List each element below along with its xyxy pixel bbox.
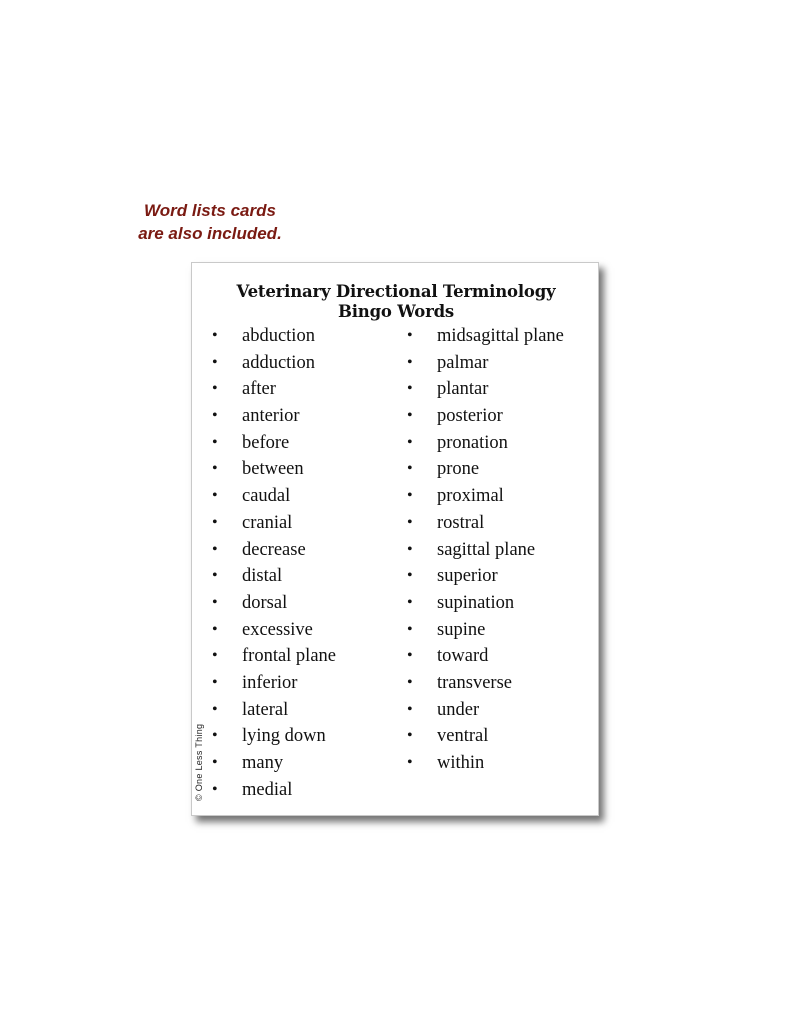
- bullet-icon: •: [212, 327, 218, 344]
- word-text: many: [242, 753, 284, 773]
- bullet-icon: •: [212, 727, 218, 745]
- bullet-icon: •: [407, 540, 413, 558]
- word-list-item: [212, 350, 336, 377]
- word-list-item: [212, 670, 336, 697]
- word-text: supine: [437, 619, 486, 640]
- bullet-icon: •: [407, 673, 413, 691]
- word-list-item: [212, 510, 336, 537]
- word-text: rostral: [437, 512, 485, 533]
- word-text: medial: [242, 779, 293, 800]
- bullet-icon: •: [407, 353, 413, 371]
- bullet-icon: •: [212, 513, 218, 531]
- word-list-item: [407, 723, 564, 750]
- bullet-icon: •: [407, 407, 413, 425]
- word-text: proximal: [437, 486, 504, 507]
- word-text: lying down: [242, 726, 326, 747]
- bullet-icon: •: [407, 700, 413, 718]
- word-list-item: [212, 643, 336, 670]
- bullet-icon: •: [212, 593, 218, 611]
- word-text: anterior: [242, 406, 300, 427]
- bullet-icon: •: [407, 567, 413, 585]
- bullet-icon: •: [407, 327, 413, 344]
- word-list-item: [407, 403, 564, 430]
- word-text: toward: [437, 646, 489, 667]
- word-list-card: [191, 262, 599, 816]
- card-title-line-2: Bingo Words: [337, 302, 454, 321]
- bullet-icon: •: [212, 353, 218, 371]
- caption-line-1: Word lists cards: [144, 201, 276, 220]
- word-text: posterior: [437, 406, 503, 427]
- word-text: distal: [242, 566, 283, 587]
- word-text: cranial: [242, 512, 293, 533]
- word-list-item: [407, 563, 564, 590]
- word-list-item: [212, 456, 336, 483]
- word-text: adduction: [242, 352, 315, 373]
- bullet-icon: •: [212, 700, 218, 718]
- bullet-icon: •: [212, 620, 218, 638]
- word-list-item: [407, 617, 564, 644]
- bullet-icon: •: [212, 780, 218, 798]
- bullet-icon: •: [407, 487, 413, 505]
- bullet-icon: •: [212, 754, 218, 771]
- word-list-item: [212, 697, 336, 724]
- word-list-left: [212, 323, 336, 803]
- word-list-item: [212, 323, 336, 350]
- caption-line-2: are also included.: [138, 224, 282, 243]
- word-list-item: [407, 510, 564, 537]
- word-list-item: [407, 456, 564, 483]
- word-list-item: [407, 376, 564, 403]
- word-text: excessive: [242, 619, 313, 640]
- bullet-icon: •: [212, 567, 218, 585]
- word-text: decrease: [242, 539, 306, 560]
- word-text: frontal plane: [242, 646, 336, 667]
- bullet-icon: •: [212, 673, 218, 691]
- word-text: within: [437, 753, 485, 773]
- word-text: pronation: [437, 432, 508, 453]
- copyright-notice: © One Less Thing: [194, 723, 204, 801]
- word-list-item: [407, 323, 564, 350]
- bullet-icon: •: [407, 460, 413, 478]
- word-list-item: [407, 483, 564, 510]
- word-list-item: [212, 537, 336, 564]
- word-list-item: [407, 643, 564, 670]
- word-list-item: [212, 563, 336, 590]
- word-text: plantar: [437, 379, 489, 400]
- bullet-icon: •: [407, 620, 413, 638]
- bullet-icon: •: [407, 754, 413, 771]
- word-list-item: [407, 750, 564, 777]
- word-text: between: [242, 459, 304, 480]
- bullet-icon: •: [407, 380, 413, 398]
- word-list-item: [407, 697, 564, 724]
- word-list-item: [407, 537, 564, 564]
- bullet-icon: •: [212, 487, 218, 505]
- word-text: transverse: [437, 672, 512, 693]
- word-text: midsagittal plane: [437, 326, 564, 346]
- word-list-item: [212, 376, 336, 403]
- word-list-item: [212, 777, 336, 804]
- bullet-icon: •: [407, 593, 413, 611]
- word-text: before: [242, 432, 290, 453]
- word-text: sagittal plane: [437, 539, 536, 560]
- bullet-icon: •: [407, 647, 413, 665]
- word-text: prone: [437, 459, 480, 480]
- word-list-item: [212, 750, 336, 777]
- word-text: supination: [437, 592, 515, 613]
- card-title-line-1: Veterinary Directional Terminology: [236, 282, 556, 301]
- word-list-item: [212, 403, 336, 430]
- bullet-icon: •: [407, 513, 413, 531]
- word-text: inferior: [242, 672, 298, 693]
- word-text: palmar: [437, 352, 489, 373]
- word-list-item: [212, 590, 336, 617]
- card-title: [192, 282, 600, 322]
- word-text: abduction: [242, 326, 315, 346]
- word-list-item: [212, 617, 336, 644]
- word-text: lateral: [242, 699, 289, 720]
- bullet-icon: •: [212, 460, 218, 478]
- word-list-item: [212, 483, 336, 510]
- word-list-item: [407, 430, 564, 457]
- bullet-icon: •: [407, 433, 413, 451]
- word-text: dorsal: [242, 592, 288, 613]
- word-text: superior: [437, 566, 498, 587]
- word-list-item: [407, 350, 564, 377]
- word-text: under: [437, 699, 480, 720]
- bullet-icon: •: [212, 433, 218, 451]
- bullet-icon: •: [212, 540, 218, 558]
- bullet-icon: •: [212, 407, 218, 425]
- word-text: after: [242, 379, 276, 400]
- word-list-item: [212, 430, 336, 457]
- word-text: caudal: [242, 486, 291, 507]
- promo-caption: [110, 199, 310, 245]
- word-list-item: [407, 670, 564, 697]
- bullet-icon: •: [212, 647, 218, 665]
- word-list-item: [407, 590, 564, 617]
- word-list-right: [407, 323, 564, 777]
- bullet-icon: •: [212, 380, 218, 398]
- word-text: ventral: [437, 726, 489, 747]
- bullet-icon: •: [407, 727, 413, 745]
- word-list-item: [212, 723, 336, 750]
